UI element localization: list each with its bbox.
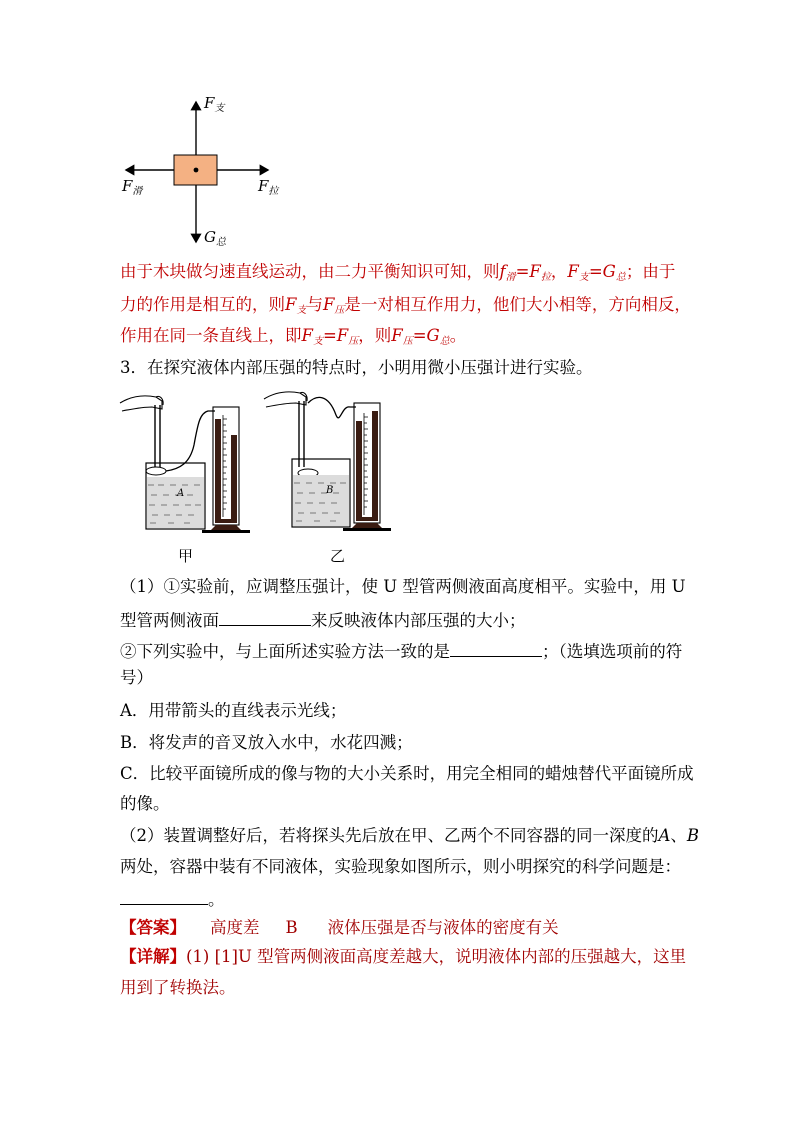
answer-2: B: [285, 918, 298, 937]
q2-line-2: 两处，容器中装有不同液体，实验现象如图所示，则小明探究的科学问题是：: [120, 857, 681, 876]
q2-line-3: 。: [120, 887, 225, 910]
answer-tag: 【答案】: [120, 918, 186, 937]
detail-line-2: 用到了转换法。: [120, 978, 236, 997]
experiment-figure-svg: [118, 385, 398, 565]
detail-tag: 【详解】: [120, 947, 186, 966]
label-f-left-sub: 滑: [132, 186, 143, 197]
q1-line-4: 号）: [120, 668, 153, 687]
blank-1[interactable]: [219, 608, 311, 626]
label-f-right: F: [258, 177, 269, 195]
blank-3[interactable]: [120, 887, 208, 905]
option-a: A．用带箭头的直线表示光线；: [120, 701, 347, 720]
label-f-left: F: [122, 177, 133, 195]
explanation-text: 由于木块做匀速直线运动，由二力平衡知识可知，则: [120, 262, 500, 281]
explanation-line-3: 作用在同一条直线上，即$F_支=F_压$，则$F_压=G_总$。: [120, 326, 467, 347]
explanation-line-1: 由于木块做匀速直线运动，由二力平衡知识可知，则$f_滑=F_拉$，$F_支=G_总$；由于: [120, 262, 676, 283]
q1-line-3: ②下列实验中，与上面所述实验方法一致的是 ；（选填选项前的符: [120, 639, 682, 662]
blank-2[interactable]: [450, 639, 542, 657]
label-g-bottom: G: [204, 228, 216, 246]
setup-yi: [264, 392, 391, 531]
experiment-figure: [118, 385, 398, 565]
q1-line-2: 型管两侧液面 来反映液体内部压强的大小；: [120, 608, 526, 631]
q1-line-1: （1）①实验前，应调整压强计，使 U 型管两侧液面高度相平。实验中，用 U: [120, 577, 686, 596]
explanation-line-2: 力的作用是相互的，则$F_支$与$F_压$是一对相互作用力，他们大小相等，方向相反，: [120, 295, 691, 316]
detail-line-1: 【详解】(1) [1]U 型管两侧液面高度差越大，说明液体内部的压强越大，这里: [120, 947, 687, 966]
question-stem: 3．在探究液体内部压强的特点时，小明用微小压强计进行实验。: [120, 358, 593, 377]
setup-jia: [120, 396, 250, 533]
answer-3: 液体压强是否与液体的密度有关: [327, 918, 559, 937]
label-yi: 乙: [330, 547, 346, 565]
label-f-top: F: [204, 94, 215, 112]
label-g-bottom-sub: 总: [215, 237, 226, 248]
probe-label-a: A: [177, 488, 185, 499]
answer-line: [120, 918, 559, 938]
force-diagram: [118, 92, 298, 252]
probe-label-b: B: [326, 485, 334, 496]
option-c-line-1: C．比较平面镜所成的像与物的大小关系时，用完全相同的蜡烛替代平面镜所成: [120, 764, 694, 783]
option-b: B．将发声的音叉放入水中，水花四溅；: [120, 733, 413, 752]
label-jia: 甲: [178, 547, 194, 565]
q2-line-1: （2）装置调整好后，若将探头先后放在甲、乙两个不同容器的同一深度的A、B: [120, 826, 700, 845]
answer-1: 高度差: [210, 918, 260, 937]
option-c-line-2: 的像。: [120, 794, 170, 813]
center-dot: [194, 168, 199, 173]
label-f-right-sub: 拉: [268, 186, 279, 197]
label-f-top-sub: 支: [214, 103, 225, 114]
